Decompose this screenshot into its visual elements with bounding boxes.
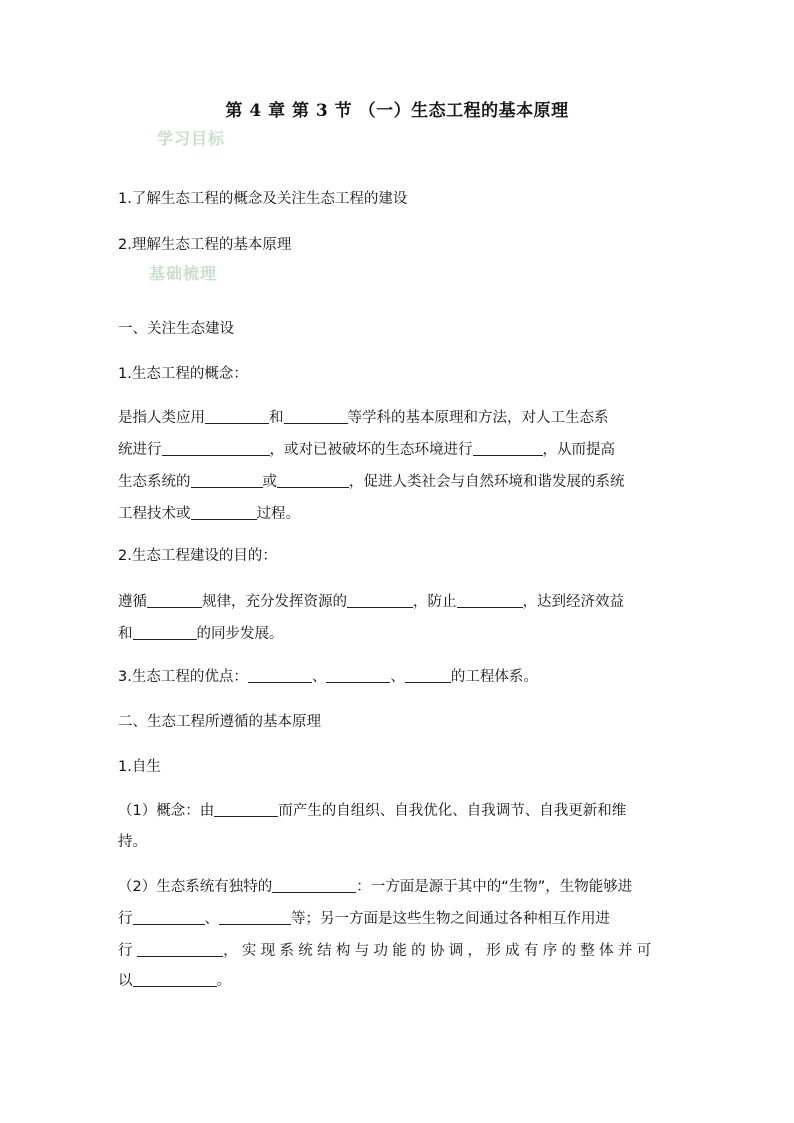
- text: 等；另一方面是这些生物之间通过各种相互作用进: [291, 911, 610, 927]
- ecosystem-line-3: [118, 941, 678, 961]
- text: 和: [118, 626, 133, 642]
- fill-blank[interactable]: [473, 441, 543, 456]
- text: 过程。: [256, 506, 300, 522]
- text: 。: [216, 973, 231, 989]
- fill-blank[interactable]: [326, 668, 390, 683]
- fill-blank[interactable]: [219, 910, 291, 925]
- text: 以: [118, 973, 133, 989]
- purpose-line-2: [118, 624, 678, 644]
- text: 是指人类应用: [118, 410, 205, 426]
- text: 、: [204, 911, 219, 927]
- concept-label: 1.生态工程的概念：: [118, 366, 248, 382]
- text: 的工程体系。: [450, 669, 538, 685]
- fill-blank[interactable]: [137, 942, 223, 957]
- text: ，达到经济效益: [522, 594, 624, 610]
- text: 3.生态工程的优点：: [118, 669, 248, 685]
- text: 、: [390, 669, 405, 685]
- text: 统进行: [118, 442, 162, 458]
- text: 和: [269, 410, 284, 426]
- text: 、: [311, 669, 327, 685]
- text: ，促进人类社会与自然环境和谐发展的系统: [349, 474, 625, 490]
- text: （2）生态系统有独特的: [118, 879, 273, 895]
- purpose-label: 2.生态工程建设的目的：: [118, 548, 277, 564]
- text: （1）概念：由: [118, 803, 215, 819]
- text: ，或对已被破坏的生态环境进行: [269, 442, 473, 458]
- fill-blank[interactable]: [147, 593, 202, 608]
- text: 工程技术或: [118, 506, 191, 522]
- concept-line-1: [118, 408, 678, 428]
- fill-blank[interactable]: [405, 668, 451, 683]
- text: 等学科的基本原理和方法，对人工生态系: [347, 410, 609, 426]
- learning-goals-badge: 学习目标: [157, 129, 226, 148]
- goal-item-1: 1.了解生态工程的概念及关注生态工程的建设: [118, 191, 408, 207]
- basics-review-badge: 基础梳理: [149, 264, 218, 283]
- fill-blank[interactable]: [284, 409, 348, 424]
- fill-blank[interactable]: [133, 910, 205, 925]
- concept2-line-1: [118, 801, 678, 821]
- ecosystem-line-1: [118, 877, 678, 897]
- concept2-line-2: 持。: [118, 834, 147, 850]
- text: 规律，充分发挥资源的: [202, 594, 347, 610]
- fill-blank[interactable]: [191, 473, 263, 488]
- fill-blank[interactable]: [133, 972, 217, 987]
- fill-blank[interactable]: [133, 625, 197, 640]
- fill-blank[interactable]: [457, 593, 523, 608]
- section2-heading: 二、生态工程所遵循的基本原理: [118, 714, 321, 730]
- fill-blank[interactable]: [205, 409, 269, 424]
- fill-blank[interactable]: [347, 593, 413, 608]
- text: ，防止: [413, 594, 457, 610]
- advantage-line: [118, 667, 678, 687]
- text: ：一方面是源于其中的“生物”，生物能够进: [356, 879, 633, 895]
- ecosystem-line-4: [118, 971, 678, 991]
- item-self-generation: 1.自生: [118, 759, 161, 775]
- page-title: 第 4 章 第 3 节 （一）生态工程的基本原理: [225, 101, 569, 121]
- fill-blank[interactable]: [272, 878, 356, 893]
- fill-blank[interactable]: [214, 802, 278, 817]
- concept-line-2: [118, 440, 678, 460]
- concept-line-4: [118, 504, 678, 524]
- text: 或: [262, 474, 277, 490]
- fill-blank[interactable]: [277, 473, 349, 488]
- fill-blank[interactable]: [191, 505, 257, 520]
- text: 而产生的自组织、自我优化、自我调节、自我更新和维: [278, 803, 627, 819]
- concept-line-3: [118, 472, 678, 492]
- section1-heading: 一、关注生态建设: [118, 321, 234, 337]
- fill-blank[interactable]: [248, 668, 312, 683]
- text: 的同步发展。: [196, 626, 284, 642]
- text: ，从而提高: [542, 442, 615, 458]
- text: 生态系统的: [118, 474, 191, 490]
- text: 遵循: [118, 594, 147, 610]
- text: 行: [118, 911, 133, 927]
- text: 行: [118, 943, 133, 959]
- goal-item-2: 2.理解生态工程的基本原理: [118, 237, 292, 253]
- ecosystem-line-2: [118, 909, 678, 929]
- purpose-line-1: [118, 592, 678, 612]
- text: ，实现系统结构与功能的协调，形成有序的整体并可: [223, 943, 656, 959]
- fill-blank[interactable]: [162, 441, 270, 456]
